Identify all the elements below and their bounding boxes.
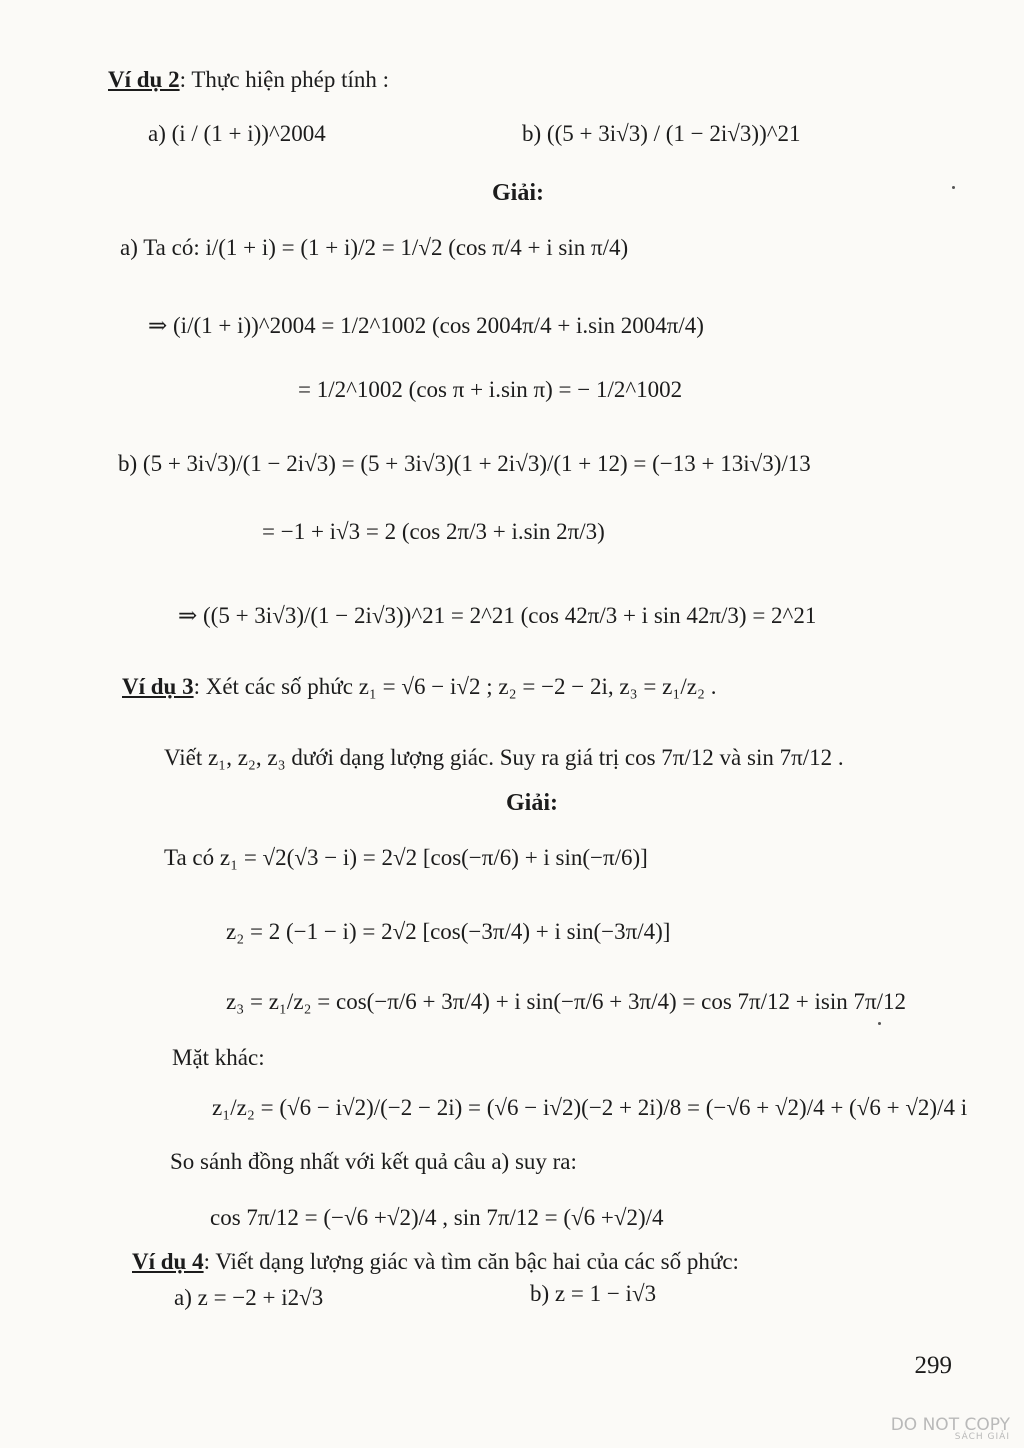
- speck: [878, 1022, 881, 1025]
- example-3-intro: : Xét các số phức z₁ = √6 − i√2 ; z₂ = −2 − 2i, z₃ = z₁/z₂ .: [193, 674, 717, 699]
- speck: [952, 186, 955, 189]
- example-3-task: Viết z₁, z₂, z₃ dưới dạng lượng giác. Suy ra giá trị cos 7π/12 và sin 7π/12 .: [164, 745, 844, 770]
- example-4-title: [132, 1250, 739, 1273]
- example-4-part-b: b) z = 1 − i√3: [530, 1281, 657, 1306]
- example-4-label: Ví dụ 4: [132, 1249, 204, 1274]
- watermark-line-1: DO NOT COPY: [890, 1415, 1010, 1436]
- example-3-mat-khac: Mặt khác:: [172, 1045, 265, 1070]
- watermark-line-2: SÁCH GIẢI: [954, 1432, 1010, 1443]
- example-2-solution-a-line-1: a) Ta có: i/(1 + i) = (1 + i)/2 = 1/√2 (cos π/4 + i sin π/4): [120, 235, 629, 260]
- example-3-title: [122, 675, 716, 698]
- example-3-compare: So sánh đồng nhất với kết quả câu a) suy ra:: [170, 1149, 577, 1174]
- example-2-solution-b-line-2: = −1 + i√3 = 2 (cos 2π/3 + i.sin 2π/3): [262, 519, 605, 544]
- example-3-solution-title: Giải:: [506, 790, 558, 816]
- example-2-solution-a-line-2: ⇒ (i/(1 + i))^2004 = 1/2^1002 (cos 2004π/4 + i.sin 2004π/4): [148, 313, 704, 338]
- example-2-part-a: a) (i / (1 + i))^2004: [148, 121, 326, 146]
- example-3-solution-line-3: z₃ = z₁/z₂ = cos(−π/6 + 3π/4) + i sin(−π/6 + 3π/4) = cos 7π/12 + isin 7π/12: [226, 989, 906, 1014]
- page-number: 299: [914, 1352, 952, 1379]
- example-2-part-b: b) ((5 + 3i√3) / (1 − 2i√3))^21: [522, 121, 801, 146]
- example-3-solution-line-1: Ta có z₁ = √2(√3 − i) = 2√2 [cos(−π/6) + i sin(−π/6)]: [164, 845, 648, 870]
- example-2-label: Ví dụ 2: [108, 67, 180, 92]
- example-2-solution-b-line-1: b) (5 + 3i√3)/(1 − 2i√3) = (5 + 3i√3)(1 + 2i√3)/(1 + 12) = (−13 + 13i√3)/13: [118, 451, 811, 476]
- example-3-solution-line-2: z₂ = 2 (−1 − i) = 2√2 [cos(−3π/4) + i sin(−3π/4)]: [226, 919, 671, 944]
- example-3-solution-line-5: cos 7π/12 = (−√6 +√2)/4 , sin 7π/12 = (√6 +√2)/4: [210, 1205, 664, 1230]
- example-3-label: Ví dụ 3: [122, 674, 194, 699]
- example-2-solution-b-line-3: ⇒ ((5 + 3i√3)/(1 − 2i√3))^21 = 2^21 (cos 42π/3 + i sin 42π/3) = 2^21: [178, 603, 817, 628]
- example-2-solution-a-line-3: = 1/2^1002 (cos π + i.sin π) = − 1/2^1002: [298, 377, 683, 402]
- example-2-solution-title: Giải:: [492, 180, 544, 206]
- example-4-part-a: a) z = −2 + i2√3: [174, 1285, 324, 1310]
- example-4-intro: : Viết dạng lượng giác và tìm căn bậc hai của các số phức:: [203, 1249, 739, 1274]
- example-2-title: [108, 68, 389, 91]
- example-2-intro: : Thực hiện phép tính :: [179, 67, 390, 92]
- example-3-solution-line-4: z₁/z₂ = (√6 − i√2)/(−2 − 2i) = (√6 − i√2)(−2 + 2i)/8 = (−√6 + √2)/4 + (√6 + √2)/4 i: [212, 1095, 968, 1120]
- watermark: [891, 1417, 1010, 1442]
